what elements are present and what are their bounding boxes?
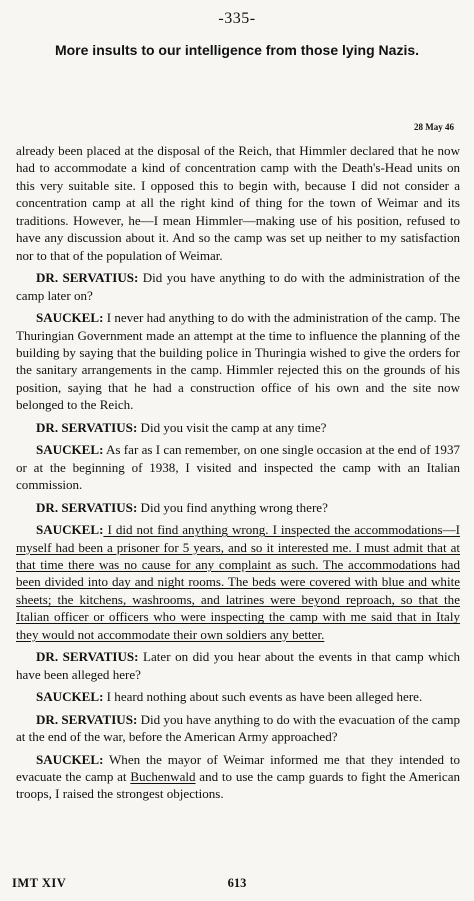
paragraph [16,309,460,414]
paragraph-text: When the mayor of Weimar informed me that they intended to evacuate the camp at [16,751,460,784]
paragraph [16,688,460,705]
footer-page-number: 613 [227,876,247,890]
date-stamp: 28 May 46 [414,122,454,132]
footer-volume: IMT XIV [12,876,67,890]
speaker-label: DR. SERVATIUS: [36,270,139,286]
paragraph [16,648,460,683]
speaker-label: SAUCKEL: [36,689,104,705]
paragraph [16,419,460,436]
paragraph-text: and to use the camp guards to fight the American troops, I raised the strongest objections. [16,768,461,802]
paragraph-text: Later on did you hear about the events in that camp which have been alleged here? [16,649,460,682]
speaker-label: DR. SERVATIUS: [36,711,138,727]
underlined-passage: I did not find anything wrong. I inspected the accommodations—I myself had been a prisoner for 5 years, and so it interested me. I must admit that at that time there was no cause for any complaint as such. The accommodations had been divided into day and night rooms. The beds were covered with blue and white sheets; the kitchens, washrooms, and latrines were beyond reproach, so that the Italian officer or officers who were inspecting the camp with me said that in Italy they would not accommodate their own soldiers any better. [16,522,460,642]
paragraph-text: As far as I can remember, on one single occasion at the end of 1937 or at the beginning of 1938, I visited and inspected the camp with an Italian commission. [16,442,460,493]
paragraph-text: already been placed at the disposal of the Reich, that Himmler declared that he now had to accommodate a kind of concentration camp with the Death's-Head units on this very suitable site. I opposed this to begin with, because I did not consider a concentration camp at all the right kind of thing for the town of Weimar and its traditions. However, he—I mean Himmler—making use of his position, refused to have any discussion about it. And so the camp was set up neither to my satisfaction nor to that of the population of Weimar. [16,143,460,263]
paragraph [16,751,460,803]
paragraph-underlined [16,521,460,643]
paragraph-text: I heard nothing about such events as have been alleged here. [103,689,423,705]
paragraph-text: Did you have anything to do with the administration of the camp later on? [16,270,460,303]
speaker-label: DR. SERVATIUS: [36,419,138,435]
paragraph [16,142,460,264]
transcript-body [16,142,460,808]
speaker-label: SAUCKEL: [36,310,104,326]
paragraph [16,441,460,493]
speaker-label: SAUCKEL: [36,751,104,767]
headline: More insults to our intelligence from those lying Nazis. [54,42,420,58]
speaker-label: DR. SERVATIUS: [36,499,138,515]
page-number: -335- [218,10,256,27]
speaker-label: SAUCKEL: [36,442,104,458]
paragraph-text: Did you have anything to do with the evacuation of the camp at the end of the war, before the American Army approached? [16,711,460,745]
paragraph-text: Did you find anything wrong there? [137,499,328,515]
paragraph [16,269,460,304]
paragraph-text: Did you visit the camp at any time? [137,419,327,435]
paragraph [16,499,460,516]
paragraph [16,711,460,746]
underlined-word: Buchenwald [130,768,196,784]
paragraph-text: I never had anything to do with the administration of the camp. The Thuringian Government made an attempt at the time to influence the planning of the building by saying that the building police in Thuringia wished to give the orders for the sanitary arrangements in the camp. Himmler rejected this on the grounds of his position, saying that he had a construction office of his own and the site now belonged to the Reich. [16,310,460,413]
speaker-label: SAUCKEL: [36,522,104,538]
speaker-label: DR. SERVATIUS: [36,649,139,665]
